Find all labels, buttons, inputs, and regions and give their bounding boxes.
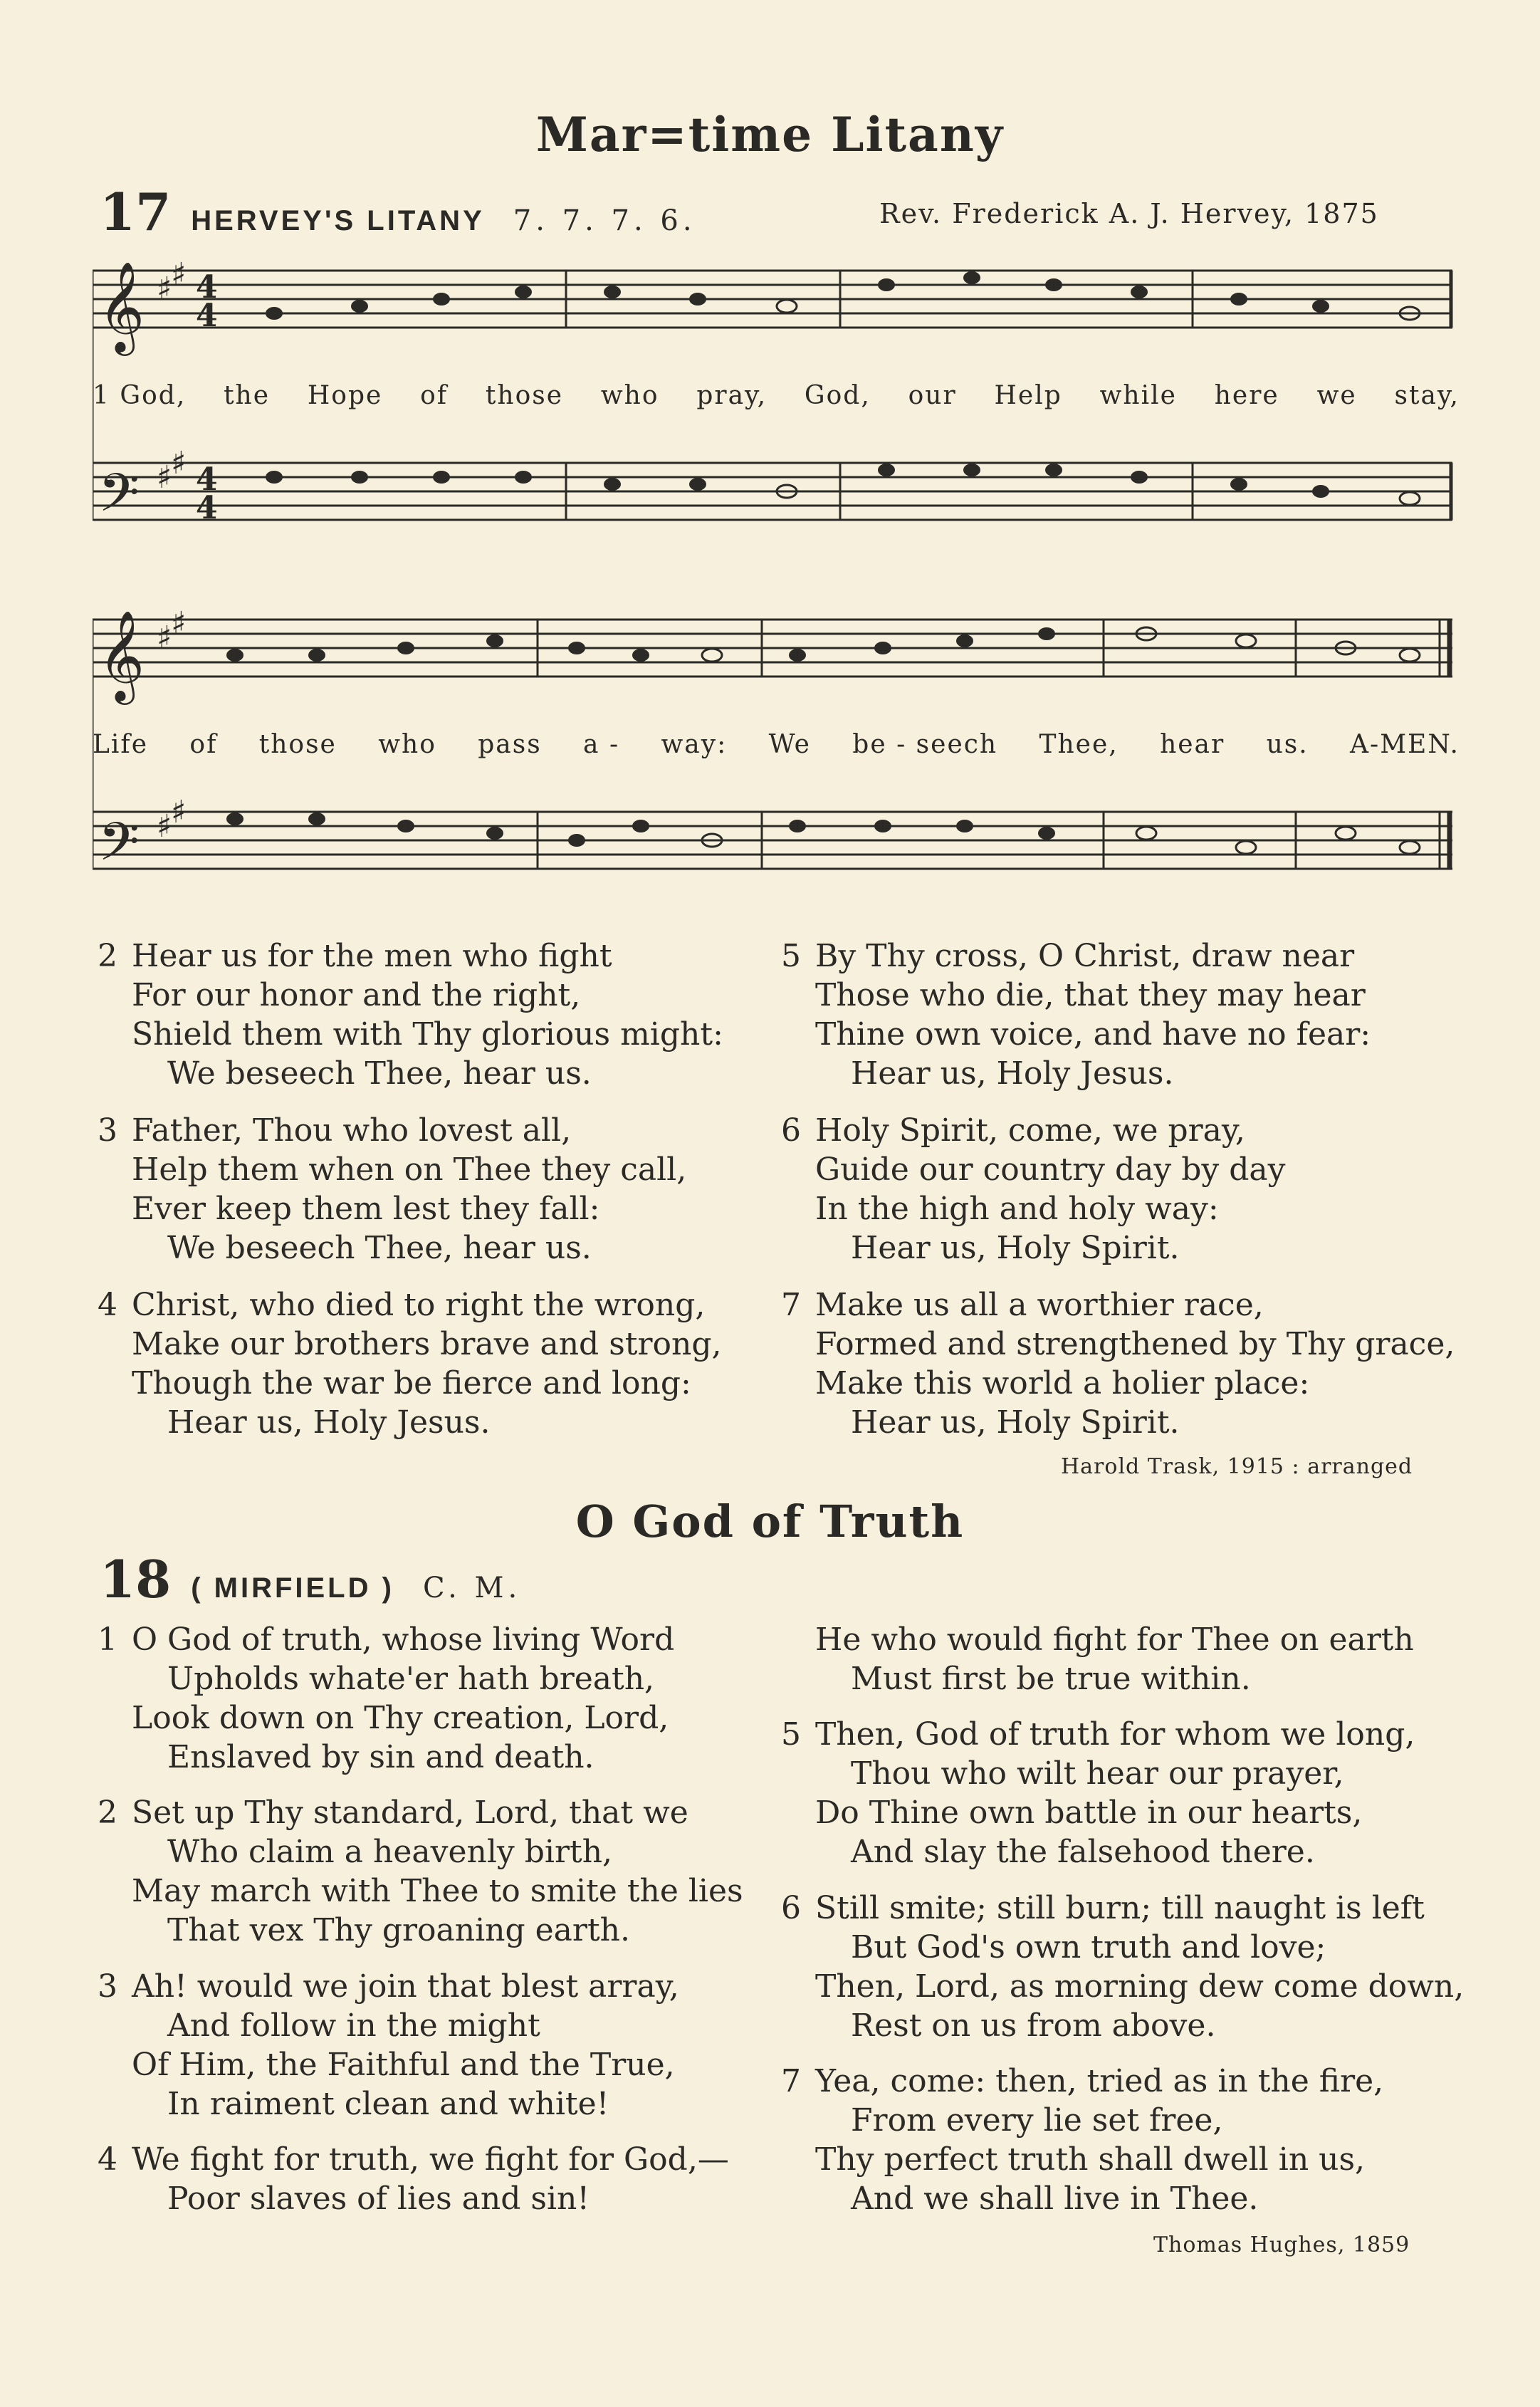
lyric-word: Thee, [1039,730,1119,759]
hymn-17-stanza-7 [781,1285,1455,1442]
stanza-line: Those who die, that they may hear [815,977,1366,1013]
stanza-line: Hear us, Holy Jesus. [167,1404,491,1441]
stanza-number: 3 [98,1968,117,2005]
stanza-line: Make us all a worthier race, [815,1287,1264,1323]
stanza-line: Guide our country day by day [815,1152,1286,1188]
hymn-17-tune: HERVEY'S LITANY [191,205,485,236]
svg-text:♯: ♯ [157,620,172,656]
stanza-line: That vex Thy groaning earth. [167,1912,630,1948]
svg-text:♯: ♯ [171,794,187,830]
svg-text:𝄢: 𝄢 [98,811,140,886]
lyric-word: those [485,381,564,410]
lyric-word: Life [93,730,149,759]
stanza-line: And we shall live in Thee. [851,2181,1259,2217]
stanza-line: Though the war be fierce and long: [132,1365,691,1401]
lyric-word: pray, [696,381,768,410]
stanza-line: Hear us, Holy Jesus. [851,1055,1174,1092]
stanza-line: Shield them with Thy glorious might: [132,1016,723,1053]
hymn-18-stanza-4-cont [815,1620,1414,1698]
hymn-18-stanza-6 [781,1889,1465,2045]
lyric-word: here [1214,381,1279,410]
stanza-line: Hear us, Holy Spirit. [851,1230,1180,1266]
stanza-line: Yea, come: then, tried as in the fire, [815,2063,1384,2099]
stanza-number: 5 [781,938,801,974]
stanza-line: Look down on Thy creation, Lord, [132,1700,669,1736]
stanza-line: Holy Spirit, come, we pray, [815,1112,1245,1149]
stanza-line: Hear us for the men who fight [132,938,612,974]
stanza-number: 4 [98,2141,117,2178]
lyric-word: God, [804,381,871,410]
svg-text:♯: ♯ [157,808,172,845]
hymn-17-stanza-6 [781,1111,1286,1268]
lyric-word: of [420,381,449,410]
stanza-line: Make our brothers brave and strong, [132,1326,722,1362]
stanza-line: Thine own voice, and have no fear: [815,1016,1371,1053]
svg-text:4: 4 [196,461,218,498]
stanza-line: Christ, who died to right the wrong, [132,1287,706,1323]
stanza-number: 2 [98,1795,117,1831]
svg-text:4: 4 [196,490,218,526]
lyric-word: hear [1160,730,1225,759]
hymn-18-number: 18 [100,1549,172,1609]
stanza-line: Set up Thy standard, Lord, that we [132,1795,688,1831]
stanza-line: And follow in the might [167,2007,540,2044]
svg-text:♯: ♯ [157,459,172,496]
lyric-word: way: [661,730,728,759]
stanza-line: In the high and holy way: [815,1191,1219,1227]
hymn-17-number: 17 [100,182,172,242]
hymn-17-title: Mar=time Litany [535,107,1005,162]
hymn-18-meter: C. M. [422,1572,522,1604]
lyric-word: us. [1266,730,1309,759]
stanza-line: Upholds whate'er hath breath, [167,1661,655,1697]
stanza-number: 7 [781,1287,801,1323]
lyric-word: who [378,730,436,759]
stanza-line: Make this world a holier place: [815,1365,1310,1401]
lyric-word: we [1316,381,1357,410]
svg-text:𝄞: 𝄞 [98,261,145,352]
stanza-line: Do Thine own battle in our hearts, [815,1795,1363,1831]
hymn-18-stanza-7 [781,2062,1384,2218]
lyric-word: We [768,730,811,759]
lyric-word: Help [994,381,1062,410]
svg-text:♯: ♯ [171,605,187,642]
hymn-17-stanza-3 [98,1111,687,1268]
lyric-word: A-MEN. [1350,730,1460,759]
hymn-18-header [100,1549,521,1609]
stanza-line: Hear us, Holy Spirit. [851,1404,1180,1441]
stanza-number: 6 [781,1112,801,1149]
hymn-18-stanza-3 [98,1967,679,2124]
stanza-line: Of Him, the Faithful and the True, [132,2047,675,2083]
hymn-18-tune: ( MIRFIELD ) [191,1572,394,1604]
stanza-line: We fight for truth, we fight for God,— [132,2141,729,2178]
hymn-17-header [100,182,696,242]
stanza-number: 4 [98,1287,117,1323]
lyric-word: who [600,381,659,410]
hymn-17-stanza-4 [98,1285,722,1442]
lyric-word: 1 God, [93,381,187,410]
svg-text:4: 4 [196,269,218,306]
stanza-number: 5 [781,1716,801,1753]
hymn-18-stanza-5 [781,1715,1415,1871]
svg-text:𝄞: 𝄞 [98,610,145,701]
lyric-word: Hope [307,381,383,410]
lyric-word: of [189,730,218,759]
svg-text:♯: ♯ [171,256,187,293]
music-notation-system-2 [93,605,1460,919]
lyric-word: be - seech [852,730,998,759]
music-system-2 [93,605,1460,919]
lyrics-line-2 [93,730,1460,759]
hymn-18-stanza-2 [98,1793,743,1950]
stanza-number: 3 [98,1112,117,1149]
lyric-word: the [224,381,271,410]
lyric-word: while [1099,381,1177,410]
stanza-line: Ever keep them lest they fall: [132,1191,600,1227]
stanza-line: By Thy cross, O Christ, draw near [815,938,1355,974]
music-system-1 [93,256,1460,570]
stanza-line: Still smite; still burn; till naught is left [815,1890,1425,1926]
stanza-number: 1 [98,1622,117,1658]
hymn-18-title: O God of Truth [575,1495,965,1547]
stanza-line: We beseech Thee, hear us. [167,1055,592,1092]
svg-text:𝄢: 𝄢 [98,462,140,537]
stanza-line: Must first be true within. [851,1661,1251,1697]
stanza-line: And slay the falsehood there. [851,1834,1315,1870]
stanza-line: From every lie set free, [851,2102,1223,2139]
svg-text:♯: ♯ [157,271,172,307]
lyric-word: those [258,730,337,759]
lyric-word: pass [478,730,542,759]
stanza-line: Then, Lord, as morning dew come down, [815,1968,1465,2005]
stanza-line: Ah! would we join that blest array, [132,1968,679,2005]
hymn-17-credit: Harold Trask, 1915 : arranged [1061,1454,1413,1479]
stanza-line: He who would fight for Thee on earth [815,1622,1414,1658]
stanza-line: But God's own truth and love; [851,1929,1326,1965]
stanza-line: Poor slaves of lies and sin! [167,2181,590,2217]
lyrics-line-1 [93,381,1460,410]
stanza-line: Formed and strengthened by Thy grace, [815,1326,1455,1362]
stanza-line: Thou who wilt hear our prayer, [851,1755,1344,1792]
stanza-line: Then, God of truth for whom we long, [815,1716,1415,1753]
hymn-17-stanza-2 [98,936,723,1093]
stanza-line: In raiment clean and white! [167,2086,609,2122]
hymn-17-composer: Rev. Frederick A. J. Hervey, 1875 [879,198,1379,229]
hymn-17-stanza-5 [781,936,1371,1093]
music-notation-system-1 [93,256,1460,570]
stanza-number: 6 [781,1890,801,1926]
lyric-word: stay, [1394,381,1460,410]
stanza-line: We beseech Thee, hear us. [167,1230,592,1266]
stanza-line: O God of truth, whose living Word [132,1622,675,1658]
svg-text:♯: ♯ [171,445,187,481]
svg-text:4: 4 [196,298,218,334]
stanza-number: 2 [98,938,117,974]
hymn-17-meter: 7. 7. 7. 6. [513,204,696,237]
hymn-18-stanza-4 [98,2140,729,2218]
stanza-line: For our honor and the right, [132,977,581,1013]
stanza-line: May march with Thee to smite the lies [132,1873,743,1909]
stanza-line: Help them when on Thee they call, [132,1152,687,1188]
stanza-line: Rest on us from above. [851,2007,1216,2044]
stanza-line: Father, Thou who lovest all, [132,1112,572,1149]
hymn-18-stanza-1 [98,1620,675,1777]
hymn-18-credit: Thomas Hughes, 1859 [1153,2233,1410,2257]
lyric-word: a - [583,730,620,759]
stanza-line: Thy perfect truth shall dwell in us, [815,2141,1366,2178]
lyric-word: our [908,381,957,410]
stanza-number: 7 [781,2063,801,2099]
stanza-line: Enslaved by sin and death. [167,1739,594,1775]
stanza-line: Who claim a heavenly birth, [167,1834,613,1870]
